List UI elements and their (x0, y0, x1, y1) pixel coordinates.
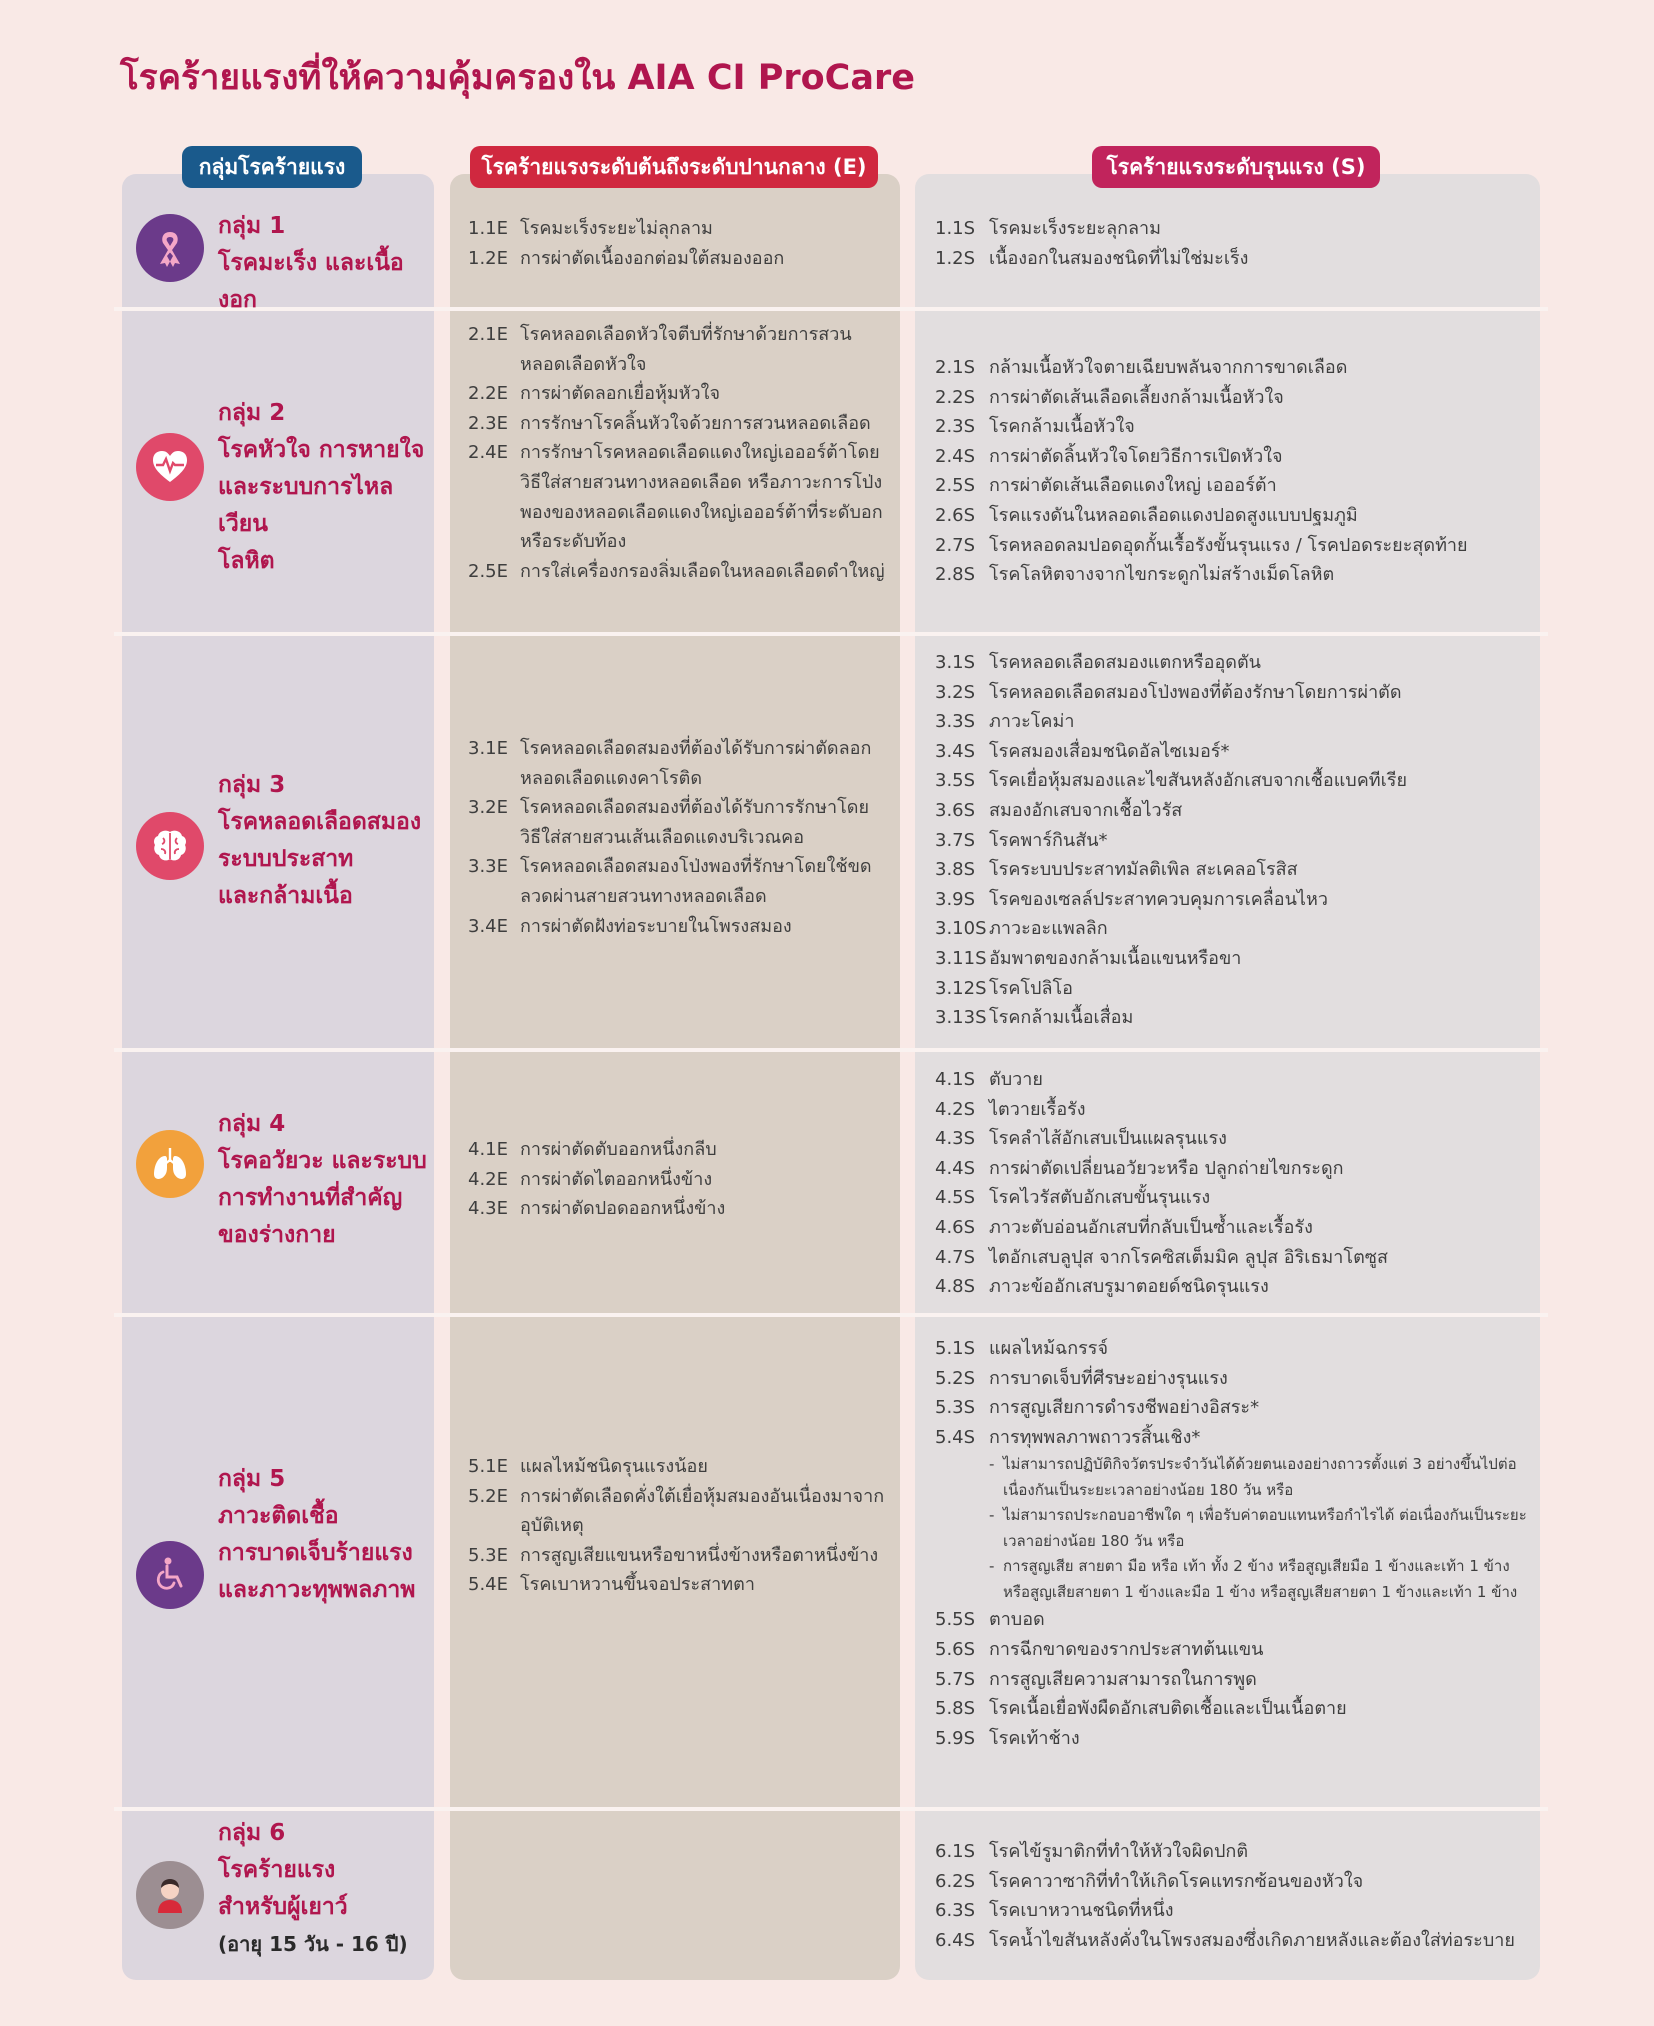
item-code: 3.11S (935, 947, 987, 969)
item-code: 2.6S (935, 504, 976, 526)
disease-item (935, 1724, 1535, 1754)
item-text: โรคหลอดลมปอดอุดกั้นเรื้อรังขั้นรุนแรง / โรคปอดระยะสุดท้าย (989, 534, 1468, 556)
disease-item (935, 914, 1535, 944)
disease-item (468, 244, 888, 274)
group-name: โรคอวัยวะ และระบบ (218, 1148, 427, 1174)
disease-item (935, 826, 1535, 856)
item-text: โรคหลอดเลือดสมองแตกหรืออุดตัน (989, 652, 1261, 673)
item-code: 2.3E (468, 412, 508, 434)
disease-item (935, 560, 1535, 590)
item-text: โรคเท้าช้าง (989, 1727, 1080, 1749)
group-5-label (218, 1461, 430, 1609)
child-icon (136, 1861, 204, 1929)
item-code: 2.5S (935, 475, 976, 497)
disease-item (468, 409, 888, 439)
group-1-cell (122, 190, 434, 313)
group-3-early-list (468, 734, 888, 941)
group-age-range: (อายุ 15 วัน - 16 ปี) (218, 1932, 408, 1956)
item-code: 5.1E (468, 1456, 508, 1477)
item-text: โรคโปลิโอ (989, 977, 1073, 999)
group-name: โรคหัวใจ การหายใจ (218, 437, 425, 463)
disease-item (935, 1837, 1535, 1867)
group-name: การบาดเจ็บร้ายแรง (218, 1540, 413, 1566)
disease-item (935, 1124, 1535, 1154)
item-text: แผลไหม้ฉกรรจ์ (989, 1338, 1109, 1359)
early-column-header: โรคร้ายแรงระดับต้นถึงระดับปานกลาง (E) (470, 146, 878, 188)
item-text: โรคน้ำไขสันหลังคั่งในโพรงสมองซึ่งเกิดภายหลังและต้องใส่ท่อระบาย (989, 1929, 1515, 1951)
item-text: ภาวะข้ออักเสบรูมาตอยด์ชนิดรุนแรง (989, 1276, 1269, 1298)
group-name: โลหิต (218, 548, 275, 574)
item-text: ไตวายเรื้อรัง (989, 1098, 1086, 1120)
lungs-icon (136, 1130, 204, 1198)
item-text: การผ่าตัดเนื้องอกต่อมใต้สมองออก (520, 247, 785, 269)
item-text: การทุพพลภาพถาวรสิ้นเชิง* (989, 1426, 1201, 1448)
group-number: กลุ่ม 5 (218, 1466, 286, 1492)
disease-item (468, 1452, 888, 1482)
disease-item (935, 412, 1535, 442)
item-code: 4.6S (935, 1216, 976, 1238)
disease-item (935, 383, 1535, 413)
disease-item (468, 912, 888, 942)
group-6-label (218, 1815, 430, 1963)
disease-item (935, 1694, 1535, 1724)
item-text: โรคกล้ามเนื้อหัวใจ (989, 416, 1135, 438)
item-text: การผ่าตัดฝังท่อระบายในโพรงสมอง (520, 915, 792, 937)
disease-item (935, 796, 1535, 826)
item-code: 6.2S (935, 1870, 976, 1892)
note-text: การสูญเสีย สายตา มือ หรือ เท้า ทั้ง 2 ข้าง หรือสูญเสียมือ 1 ข้างและเท้า 1 ข้าง หรือสูญเสียสายตา 1 ข้างและมือ 1 ข้าง หรือสูญเสียสายตา 1 ข้างและเท้า 1 ข้าง (1003, 1557, 1518, 1601)
item-code: 4.8S (935, 1276, 976, 1298)
disease-item (935, 1665, 1535, 1695)
item-code: 3.6S (935, 799, 976, 821)
item-text: โรคระบบประสาทมัลติเพิล สะเคลอโรสิส (989, 859, 1298, 881)
item-code: 6.1S (935, 1841, 976, 1862)
group-4-severe-list (935, 1065, 1535, 1302)
item-text: โรคหลอดเลือดสมองที่ต้องได้รับการผ่าตัดลอกหลอดเลือดแดงคาโรติด (520, 738, 872, 789)
item-text: การผ่าตัดปอดออกหนึ่งข้าง (520, 1198, 726, 1220)
item-text: การรักษาโรคหลอดเลือดแดงใหญ่เอออร์ต้าโดยวิธีใส่สายสวนทางหลอดเลือด หรือภาวะการโป่งพองของหลอดเลือดแดงใหญ่เอออร์ต้าที่ระดับอกหรือระดับท้อง (520, 442, 883, 553)
group-name: โรคหลอดเลือดสมอง (218, 809, 422, 835)
item-text: การฉีกขาดของรากประสาทต้นแขน (989, 1638, 1264, 1660)
disease-item (468, 1541, 888, 1571)
item-text: โรคมะเร็งระยะไม่ลุกลาม (520, 218, 713, 239)
group-1-early-list (468, 214, 888, 273)
disease-item (935, 1213, 1535, 1243)
item-text: การผ่าตัดเลือดคั่งใต้เยื่อหุ้มสมองอันเนื่องมาจากอุบัติเหตุ (520, 1485, 885, 1537)
item-code: 5.2S (935, 1367, 976, 1389)
item-text: การผ่าตัดไตออกหนึ่งข้าง (520, 1168, 713, 1190)
item-text: การสูญเสียแขนหรือขาหนึ่งข้างหรือตาหนึ่งข้าง (520, 1544, 879, 1566)
disease-item (935, 737, 1535, 767)
disease-item (468, 1135, 888, 1165)
group-name: และกล้ามเนื้อ (218, 883, 353, 909)
item-code: 1.1E (468, 218, 508, 239)
item-code: 4.2E (468, 1168, 508, 1190)
item-code: 5.8S (935, 1698, 976, 1720)
disease-item (468, 379, 888, 409)
group-name: และระบบการไหลเวียน (218, 474, 394, 537)
item-code: 2.3S (935, 416, 976, 438)
item-code: 3.7S (935, 829, 976, 851)
item-code: 5.3S (935, 1397, 976, 1419)
item-code: 3.4S (935, 740, 976, 762)
group-2-label (218, 395, 430, 580)
group-column-header: กลุ่มโรคร้ายแรง (182, 146, 362, 188)
disease-item (468, 1194, 888, 1224)
group-number: กลุ่ม 6 (218, 1820, 286, 1846)
item-code: 6.4S (935, 1929, 976, 1951)
disease-item (935, 855, 1535, 885)
item-code: 2.5E (468, 560, 508, 582)
group-3-label (218, 767, 430, 915)
item-code: 3.3S (935, 711, 976, 733)
disease-item (935, 1095, 1535, 1125)
group-4-cell (122, 1052, 434, 1313)
item-text: โรคเยื่อหุ้มสมองและไขสันหลังอักเสบจากเชื้อแบคทีเรีย (989, 770, 1408, 792)
group-3-severe-list (935, 648, 1535, 1033)
item-code: 4.5S (935, 1187, 976, 1209)
item-code: 5.7S (935, 1668, 976, 1690)
item-text: การผ่าตัดลอกเยื่อหุ้มหัวใจ (520, 383, 720, 405)
disease-item (935, 678, 1535, 708)
item-text: โรคเบาหวานชนิดที่หนึ่ง (989, 1900, 1174, 1922)
item-code: 3.13S (935, 1007, 987, 1029)
disease-item (935, 1605, 1535, 1635)
item-text: โรคสมองเสื่อมชนิดอัลไซเมอร์* (989, 740, 1230, 762)
group-4-label (218, 1106, 430, 1254)
disease-item (935, 214, 1535, 244)
item-text: การบาดเจ็บที่ศีรษะอย่างรุนแรง (989, 1367, 1228, 1389)
note-text: ไม่สามารถประกอบอาชีพใด ๆ เพื่อรับค่าตอบแทนหรือกำไรได้ ต่อเนื่องกันเป็นระยะเวลาอย่างน้อย 180 วัน หรือ (1003, 1506, 1527, 1550)
group-name: และภาวะทุพพลภาพ (218, 1577, 416, 1603)
item-code: 5.2E (468, 1485, 508, 1507)
item-code: 4.3E (468, 1198, 508, 1220)
disease-item (935, 1393, 1535, 1423)
item-code: 4.7S (935, 1246, 976, 1268)
group-4-early-list (468, 1135, 888, 1224)
item-code: 5.5S (935, 1609, 976, 1631)
item-code: 2.1E (468, 324, 508, 345)
group-3-cell (122, 636, 434, 1048)
item-code: 3.4E (468, 915, 508, 937)
item-text: ภาวะตับอ่อนอักเสบที่กลับเป็นซ้ำและเรื้อรัง (989, 1216, 1313, 1238)
disease-item (468, 1570, 888, 1600)
item-text: การผ่าตัดเส้นเลือดเลี้ยงกล้ามเนื้อหัวใจ (989, 386, 1284, 408)
item-code: 5.3E (468, 1544, 508, 1566)
item-text: โรคหลอดเลือดหัวใจตีบที่รักษาด้วยการสวนหลอดเลือดหัวใจ (520, 324, 852, 375)
item-text: โรคหลอดเลือดสมองที่ต้องได้รับการรักษาโดยวิธีใส่สายสวนเส้นเลือดแดงบริเวณคอ (520, 797, 870, 848)
group-name: สำหรับผู้เยาว์ (218, 1894, 348, 1920)
disease-item (935, 885, 1535, 915)
brain-icon (136, 812, 204, 880)
group-number: กลุ่ม 1 (218, 213, 286, 239)
item-text: โรคแรงดันในหลอดเลือดแดงปอดสูงแบบปฐมภูมิ (989, 504, 1358, 526)
item-code: 2.4E (468, 442, 508, 464)
item-text: โรคโลหิตจางจากไขกระดูกไม่สร้างเม็ดโลหิต (989, 564, 1335, 586)
group-2-early-list (468, 320, 888, 586)
item-code: 5.4E (468, 1574, 508, 1596)
disease-item (468, 1165, 888, 1195)
item-text: การสูญเสียการดำรงชีพอย่างอิสระ* (989, 1397, 1260, 1419)
disease-item (935, 974, 1535, 1004)
group-6-cell (122, 1811, 434, 1980)
group-name: ระบบประสาท (218, 846, 354, 872)
item-code: 3.2E (468, 797, 508, 819)
group-5-early-list (468, 1452, 888, 1600)
item-text: การผ่าตัดเส้นเลือดแดงใหญ่ เอออร์ต้า (989, 475, 1277, 497)
note-text: ไม่สามารถปฏิบัติกิจวัตรประจำวันได้ด้วยตนเองอย่างถาวรตั้งแต่ 3 อย่างขึ้นไปต่อเนื่องกันเป็นระยะเวลาอย่างน้อย 180 วัน หรือ (1003, 1455, 1517, 1499)
disease-item (935, 1896, 1535, 1926)
item-code: 4.1S (935, 1069, 976, 1090)
item-text: โรคไข้รูมาติกที่ทำให้หัวใจผิดปกติ (989, 1841, 1249, 1862)
disease-item (935, 1003, 1535, 1033)
item-code: 6.3S (935, 1900, 976, 1922)
item-code: 2.2S (935, 386, 976, 408)
item-code: 2.2E (468, 383, 508, 405)
disease-item (935, 1243, 1535, 1273)
disease-item (935, 442, 1535, 472)
group-number: กลุ่ม 4 (218, 1111, 286, 1137)
group-number: กลุ่ม 2 (218, 400, 286, 426)
item-code: 1.1S (935, 218, 976, 239)
page-title: โรคร้ายแรงที่ให้ความคุ้มครองใน AIA CI ProCare (120, 58, 915, 98)
item-text: แผลไหม้ชนิดรุนแรงน้อย (520, 1456, 708, 1477)
disease-item (935, 1423, 1535, 1453)
disease-item (935, 648, 1535, 678)
disease-item (935, 244, 1535, 274)
item-code: 3.1S (935, 652, 976, 673)
item-code: 1.2E (468, 247, 508, 269)
note-dash: - (989, 1455, 995, 1474)
item-text: การผ่าตัดลิ้นหัวใจโดยวิธีการเปิดหัวใจ (989, 445, 1283, 467)
group-name: การทำงานที่สำคัญ (218, 1185, 403, 1211)
disease-item (468, 852, 888, 911)
disease-item (935, 1635, 1535, 1665)
disease-item (935, 471, 1535, 501)
item-code: 3.3E (468, 856, 508, 878)
item-code: 5.6S (935, 1638, 976, 1660)
item-text: ตับวาย (989, 1069, 1043, 1090)
condition-note (935, 1503, 1535, 1554)
disease-item (468, 214, 888, 244)
note-dash: - (989, 1506, 995, 1525)
group-name: ของร่างกาย (218, 1222, 336, 1248)
item-code: 3.10S (935, 918, 987, 940)
item-code: 3.2S (935, 681, 976, 703)
disease-item (935, 1154, 1535, 1184)
condition-note (935, 1452, 1535, 1503)
item-text: การรักษาโรคลิ้นหัวใจด้วยการสวนหลอดเลือด (520, 412, 871, 434)
disease-item (468, 734, 888, 793)
group-6-severe-list (935, 1837, 1535, 1955)
item-text: โรคเบาหวานขึ้นจอประสาทตา (520, 1574, 755, 1596)
wheelchair-icon (136, 1541, 204, 1609)
item-code: 3.12S (935, 977, 987, 999)
item-text: อัมพาตของกล้ามเนื้อแขนหรือขา (989, 947, 1242, 969)
item-text: โรคไวรัสตับอักเสบขั้นรุนแรง (989, 1187, 1211, 1209)
item-code: 5.4S (935, 1426, 976, 1448)
disease-item (468, 557, 888, 587)
disease-item (935, 766, 1535, 796)
item-code: 3.5S (935, 770, 976, 792)
item-text: เนื้องอกในสมองชนิดที่ไม่ใช่มะเร็ง (989, 247, 1249, 269)
item-text: ตาบอด (989, 1609, 1045, 1631)
item-text: โรคหลอดเลือดสมองโป่งพองที่รักษาโดยใช้ขดลวดผ่านสายสวนทางหลอดเลือด (520, 856, 872, 907)
item-code: 4.1E (468, 1139, 508, 1160)
item-code: 3.9S (935, 888, 976, 910)
item-text: การใส่เครื่องกรองลิ่มเลือดในหลอดเลือดดำใหญ่ (520, 560, 885, 582)
item-text: โรคพาร์กินสัน* (989, 829, 1108, 851)
disease-item (935, 944, 1535, 974)
item-code: 3.1E (468, 738, 508, 759)
item-text: โรคกล้ามเนื้อเสื่อม (989, 1007, 1134, 1029)
disease-item (935, 1065, 1535, 1095)
group-name: โรคมะเร็ง และเนื้องอก (218, 250, 404, 313)
item-text: การผ่าตัดตับออกหนึ่งกลีบ (520, 1139, 717, 1160)
item-text: ไตอักเสบลูปุส จากโรคซิสเต็มมิค ลูปุส อิริเธมาโตซูส (989, 1246, 1388, 1268)
item-code: 1.2S (935, 247, 976, 269)
disease-item (935, 1183, 1535, 1213)
item-code: 3.8S (935, 859, 976, 881)
disease-item (468, 1482, 888, 1541)
item-text: สมองอักเสบจากเชื้อไวรัส (989, 799, 1183, 821)
group-2-severe-list (935, 353, 1535, 590)
item-text: กล้ามเนื้อหัวใจตายเฉียบพลันจากการขาดเลือด (989, 357, 1348, 378)
disease-item (935, 707, 1535, 737)
group-5-cell (122, 1317, 434, 1807)
disease-item (468, 438, 888, 556)
item-text: โรคคาวาซากิที่ทำให้เกิดโรคแทรกซ้อนของหัวใจ (989, 1870, 1364, 1892)
item-text: การผ่าตัดเปลี่ยนอวัยวะหรือ ปลูกถ่ายไขกระดูก (989, 1157, 1344, 1179)
item-text: ภาวะโคม่า (989, 711, 1075, 733)
disease-item (935, 1334, 1535, 1364)
item-text: ภาวะอะแพลลิก (989, 918, 1108, 940)
severe-column-header: โรคร้ายแรงระดับรุนแรง (S) (1092, 146, 1380, 188)
group-2-cell (122, 311, 434, 632)
item-text: การสูญเสียความสามารถในการพูด (989, 1668, 1257, 1690)
item-code: 4.2S (935, 1098, 976, 1120)
group-name: โรคร้ายแรง (218, 1857, 336, 1883)
item-code: 5.9S (935, 1727, 976, 1749)
item-code: 5.1S (935, 1338, 976, 1359)
item-text: โรคของเซลล์ประสาทควบคุมการเคลื่อนไหว (989, 888, 1328, 910)
heart-icon (136, 433, 204, 501)
disease-item (468, 320, 888, 379)
group-5-severe-list (935, 1334, 1535, 1753)
disease-item (935, 501, 1535, 531)
disease-item (935, 353, 1535, 383)
item-text: โรคมะเร็งระยะลุกลาม (989, 218, 1162, 239)
disease-item (468, 793, 888, 852)
group-number: กลุ่ม 3 (218, 772, 286, 798)
item-code: 2.1S (935, 357, 976, 378)
group-name: ภาวะติดเชื้อ (218, 1503, 339, 1529)
condition-note (935, 1554, 1535, 1605)
group-1-label (218, 208, 430, 319)
item-code: 4.3S (935, 1128, 976, 1150)
item-code: 2.4S (935, 445, 976, 467)
disease-item (935, 1364, 1535, 1394)
disease-item (935, 1272, 1535, 1302)
disease-item (935, 1867, 1535, 1897)
item-text: โรคหลอดเลือดสมองโป่งพองที่ต้องรักษาโดยการผ่าตัด (989, 681, 1402, 703)
item-code: 2.8S (935, 564, 976, 586)
item-text: โรคลำไส้อักเสบเป็นแผลรุนแรง (989, 1128, 1227, 1150)
ribbon-icon (136, 214, 204, 282)
item-text: โรคเนื้อเยื่อพังผืดอักเสบติดเชื้อและเป็นเนื้อตาย (989, 1698, 1347, 1720)
note-dash: - (989, 1557, 995, 1576)
item-code: 2.7S (935, 534, 976, 556)
disease-item (935, 1926, 1535, 1956)
item-code: 4.4S (935, 1157, 976, 1179)
disease-item (935, 531, 1535, 561)
group-1-severe-list (935, 214, 1535, 273)
